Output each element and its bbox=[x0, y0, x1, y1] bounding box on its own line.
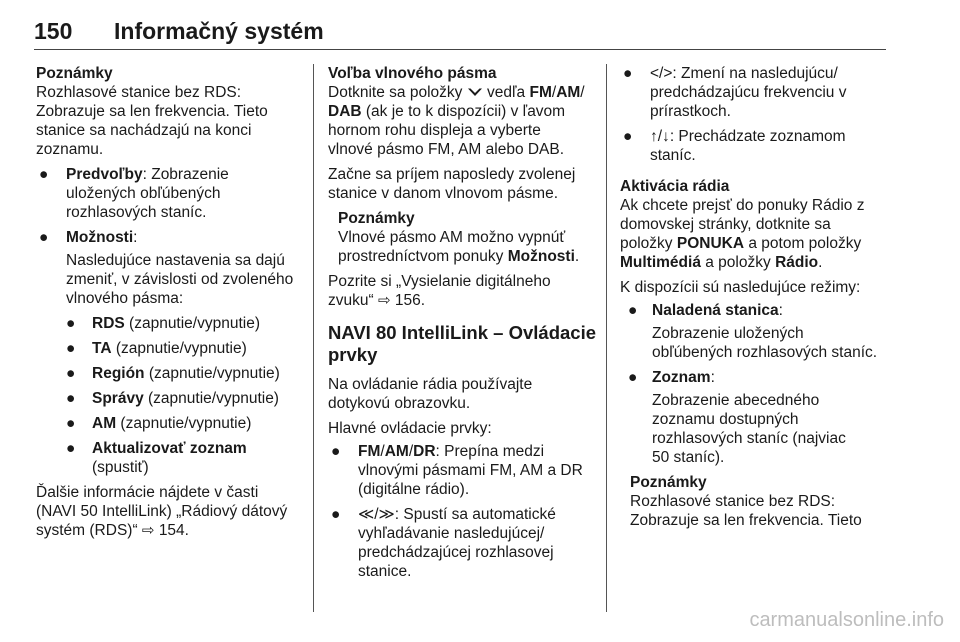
list-item-option: ● Správy (zapnutie/vypnutie) bbox=[66, 390, 279, 407]
up-down-arrow-icon: ↑/↓ bbox=[650, 128, 670, 145]
section-heading: Aktivácia rádia bbox=[620, 178, 730, 195]
page-reference-arrow-icon: ⇨ bbox=[141, 522, 155, 539]
column-1: Poznámky Rozhlasové stanice bez RDS: Zobrazuje sa len frekvencia. Tieto stanice sa nachádzajú na konci zoznamu. ● Predvoľby: Zobrazenie uložených obľúbených rozhlasových staníc. ● Možnosti: Nasledujúce nastavenia sa dajú zmeniť, v závislosti od zvoleného vlnového pásma: ● RDS (zapnutie/vypnutie) ● TA (zapnutie/vypnutie) ● Región (zapnutie/vypnutie) ● Správy (zapnutie/vypnutie) ● AM (zapnutie/vypnutie) ● Aktualizovať zoznam (spustiť) Ďalšie informácie nájdete v časti (NAVI 50 IntelliLink) „Rádiový dátový systém (RDS)“ ⇨ 154. bbox=[36, 64, 304, 540]
column-divider-2 bbox=[606, 64, 607, 612]
bullet-icon: ● bbox=[66, 340, 76, 357]
list-item-moznosti: ● Možnosti: Nasledujúce nastavenia sa dajú zmeniť, v závislosti od zvoleného vlnového pásma: bbox=[39, 229, 294, 307]
list-item-predvolby: ● Predvoľby: Zobrazenie uložených obľúbených rozhlasových staníc. bbox=[39, 166, 229, 221]
note-box: Poznámky Vlnové pásmo AM možno vypnúť prostredníctvom ponuky Možnosti. bbox=[328, 209, 596, 266]
page-header bbox=[34, 12, 886, 52]
list-item-step-control: ● </>: Zmení na nasledujúcu/ predchádzajúcu frekvenciu v prírastkoch. bbox=[623, 65, 847, 120]
column-3: ● </>: Zmení na nasledujúcu/ predchádzajúcu frekvenciu v prírastkoch. ● ↑/↓: Prechádzate zoznamom staníc. Aktivácia rádia Ak chcete prejsť do ponuky Rádio z domovskej stránky, dotknite sa položky PONUKA a potom položky Multimédiá a položky Rádio. K dispozícii sú nasledujúce režimy: ● Naladená stanica: Zobrazenie uložených obľúbených rozhlasových staníc. ● Zoznam: Zobrazenie abecedného zoznamu dostupných rozhlasových staníc (najviac 50 staníc). Poznámky Rozhlasové stanice bez RDS: Zobrazuje sa len frekvencia. Tieto bbox=[620, 64, 888, 530]
note-title: Poznámky bbox=[338, 210, 415, 227]
page-title: Informačný systém bbox=[114, 18, 324, 44]
watermark: carmanualsonline.info bbox=[749, 609, 944, 631]
bullet-icon: ● bbox=[66, 315, 76, 332]
list-item-option: ● Aktualizovať zoznam (spustiť) bbox=[66, 440, 247, 476]
paragraph-line: Ďalšie informácie nájdete v časti bbox=[36, 484, 259, 501]
note-line: Rozhlasové stanice bez RDS: bbox=[36, 84, 242, 101]
header-rule bbox=[34, 49, 886, 50]
term: Predvoľby bbox=[66, 166, 143, 183]
bullet-icon: ● bbox=[66, 365, 76, 382]
bullet-icon: ● bbox=[66, 390, 76, 407]
list-item-option: ● RDS (zapnutie/vypnutie) bbox=[66, 315, 261, 332]
page-reference-arrow-icon: ⇨ bbox=[377, 292, 391, 309]
list-item-band-control: ● FM/AM/DR: Prepína medzi vlnovými pásmami FM, AM a DR (digitálne rádio). bbox=[331, 443, 583, 498]
list-item-seek-control: ● ≪/≫: Spustí sa automatické vyhľadávanie nasledujúcej/ predchádzajúcej rozhlasovej stanice. bbox=[331, 506, 556, 580]
section-heading: Voľba vlnového pásma bbox=[328, 65, 497, 82]
note-box: Poznámky Rozhlasové stanice bez RDS: Zobrazuje sa len frekvencia. Tieto bbox=[620, 473, 888, 530]
note-line: Zobrazuje sa len frekvencia. Tieto bbox=[36, 103, 268, 120]
bullet-icon: ● bbox=[39, 229, 49, 246]
list-item-scroll-control: ● ↑/↓: Prechádzate zoznamom staníc. bbox=[623, 128, 846, 164]
bullet-icon: ● bbox=[331, 506, 341, 523]
list-item-mode: ● Naladená stanica: Zobrazenie uložených obľúbených rozhlasových staníc. bbox=[628, 302, 878, 361]
paragraph-line: (NAVI 50 IntelliLink) „Rádiový dátový bbox=[36, 503, 288, 520]
chevron-down-icon bbox=[467, 87, 483, 98]
list-item-option: ● TA (zapnutie/vypnutie) bbox=[66, 340, 247, 357]
column-2: Voľba vlnového pásma Dotknite sa položky vedľa FM/AM/ DAB (ak je to k dispozícii) v ľavom hornom rohu displeja a vyberte vlnové pásmo FM, AM alebo DAB. Začne sa príjem naposledy zvolenej stanice v danom vlnovom pásme. Poznámky Vlnové pásmo AM možno vypnúť prostredníctvom ponuky Možnosti. Pozrite si „Vysielanie digitálneho zvuku“ ⇨ 156. NAVI 80 IntelliLink – Ovládacie prvky Na ovládanie rádia používajte dotykovú obrazovku. Hlavné ovládacie prvky: ● FM/AM/DR: Prepína medzi vlnovými pásmami FM, AM a DR (digitálne rádio). ● ≪/≫: Spustí sa automatické vyhľadávanie nasledujúcej/ predchádzajúcej rozhlasovej stanice. bbox=[328, 65, 597, 580]
note-line: stanice sa nachádzajú na konci bbox=[36, 122, 252, 139]
bullet-icon: ● bbox=[623, 65, 633, 82]
seek-icon: ≪/≫ bbox=[358, 506, 395, 523]
term: Možnosti bbox=[66, 229, 134, 246]
note-title: Poznámky bbox=[36, 65, 113, 82]
list-item-option: ● AM (zapnutie/vypnutie) bbox=[66, 415, 252, 432]
note-title: Poznámky bbox=[630, 474, 707, 491]
page-number: 150 bbox=[34, 18, 73, 44]
page-reference: 154. bbox=[158, 522, 189, 539]
bullet-icon: ● bbox=[628, 302, 638, 319]
bullet-icon: ● bbox=[331, 443, 341, 460]
list-item-option: ● Región (zapnutie/vypnutie) bbox=[66, 365, 280, 382]
note-line: zoznamu. bbox=[36, 141, 104, 158]
column-divider-1 bbox=[313, 64, 314, 612]
bullet-icon: ● bbox=[66, 415, 76, 432]
section-heading-navi80: NAVI 80 IntelliLink – Ovládacie prvky bbox=[328, 322, 597, 365]
bullet-icon: ● bbox=[623, 128, 633, 145]
bullet-icon: ● bbox=[66, 440, 76, 457]
bullet-icon: ● bbox=[39, 166, 49, 183]
page-reference: 156. bbox=[394, 292, 426, 309]
step-icon: </> bbox=[650, 65, 673, 82]
list-item-mode: ● Zoznam: Zobrazenie abecedného zoznamu dostupných rozhlasových staníc (najviac 50 staníc). bbox=[628, 369, 846, 466]
bullet-icon: ● bbox=[628, 369, 638, 386]
